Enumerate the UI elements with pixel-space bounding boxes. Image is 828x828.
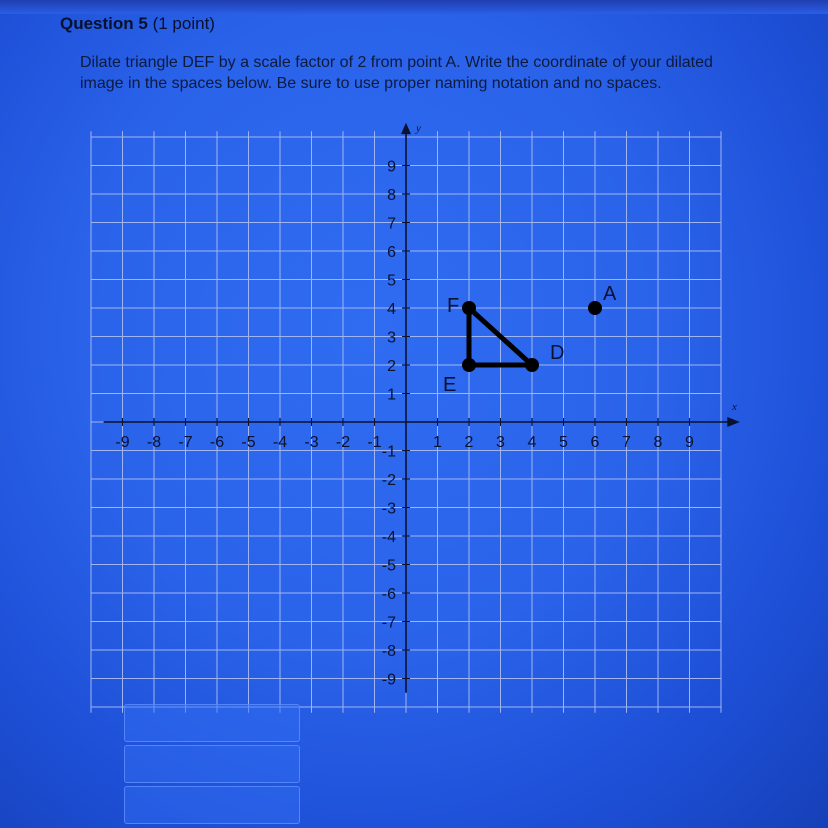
y-tick-label: -5 [381, 557, 396, 575]
y-tick-label: -4 [381, 529, 396, 546]
x-tick-label: -7 [178, 434, 193, 451]
x-tick-label: -4 [272, 434, 288, 451]
point-label-f: F [447, 295, 460, 317]
x-tick-label: 5 [559, 434, 568, 451]
y-tick-label: 3 [387, 329, 396, 347]
x-axis-label: x [732, 401, 737, 413]
y-tick-label: 7 [387, 215, 396, 233]
x-tick-label: 6 [590, 434, 600, 451]
answer-input-2[interactable] [124, 745, 300, 783]
point-d [525, 358, 539, 372]
point-label-e: E [443, 374, 457, 396]
x-axis-arrow [727, 417, 740, 427]
answer-input-3[interactable] [124, 786, 300, 824]
y-tick-label: -1 [381, 443, 396, 461]
point-a [588, 301, 602, 315]
y-tick-label: 8 [387, 187, 396, 204]
y-axis-label: y [416, 122, 421, 135]
x-tick-label: 9 [685, 434, 694, 451]
y-tick-label: 1 [387, 386, 396, 404]
y-tick-label: -3 [381, 500, 396, 518]
y-tick-label: 6 [387, 244, 396, 261]
y-tick-label: 9 [387, 158, 396, 176]
x-tick-label: 4 [527, 434, 537, 451]
y-tick-label: 4 [387, 301, 396, 318]
x-tick-label: -5 [241, 434, 256, 451]
y-tick-label: -2 [381, 472, 396, 489]
x-tick-label: -8 [146, 434, 162, 451]
x-tick-label: 2 [464, 434, 474, 451]
y-tick-label: -6 [381, 586, 396, 603]
x-tick-label: 8 [653, 434, 663, 451]
x-tick-label: -9 [115, 434, 130, 451]
y-tick-label: -9 [381, 671, 396, 689]
y-tick-label: 5 [387, 272, 396, 290]
x-tick-label: -2 [335, 434, 351, 451]
y-tick-label: 2 [387, 358, 396, 375]
point-e [462, 358, 476, 372]
y-axis-arrow [401, 123, 411, 134]
question-title: Question 5 [60, 14, 148, 33]
x-tick-label: -6 [209, 434, 225, 451]
x-tick-label: 3 [496, 434, 505, 451]
x-tick-label: 7 [622, 434, 631, 451]
x-tick-label: -1 [367, 434, 382, 451]
question-prompt: Dilate triangle DEF by a scale factor of 2 from point A. Write the coordinate of your dilated image in the spaces below. Be sure to use proper naming notation and no spaces. [80, 54, 713, 92]
point-label-a: A [603, 283, 617, 305]
question-points: (1 point) [152, 14, 215, 33]
x-tick-label: -3 [304, 434, 319, 451]
y-tick-label: -8 [381, 643, 396, 660]
point-f [462, 301, 476, 315]
point-label-d: D [550, 342, 565, 364]
y-tick-label: -7 [381, 614, 396, 632]
x-tick-label: 1 [433, 434, 442, 451]
answer-input-1[interactable] [124, 704, 300, 742]
